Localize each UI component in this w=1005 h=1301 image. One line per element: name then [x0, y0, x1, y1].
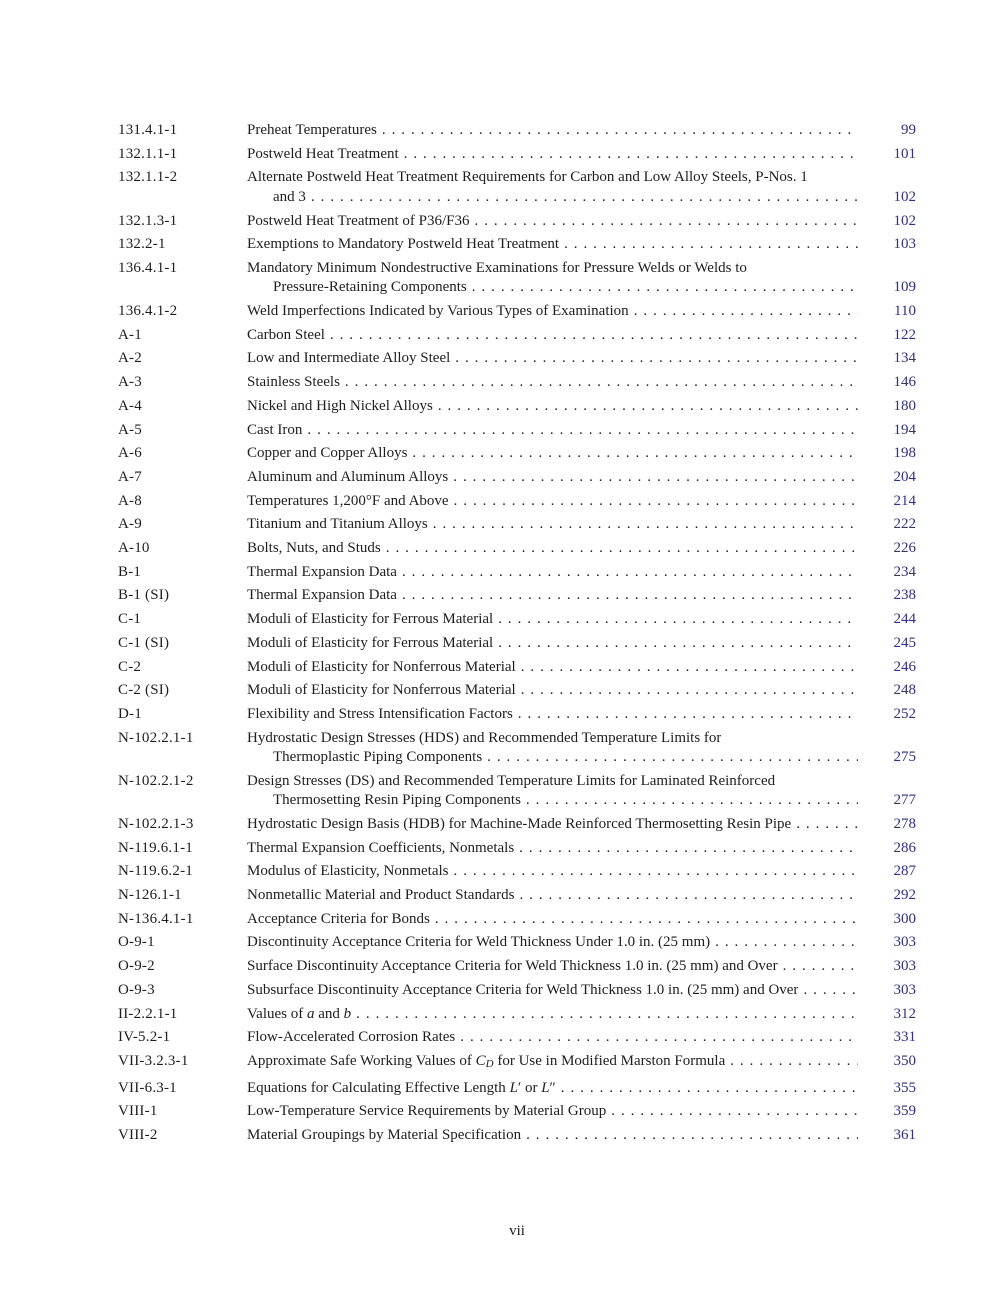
entry-page-link[interactable]: 355 — [893, 1079, 916, 1096]
entry-number: N-102.2.1-1 — [118, 729, 194, 746]
entry-title: Nickel and High Nickel Alloys — [247, 397, 433, 414]
entry-title: Modulus of Elasticity, Nonmetals — [247, 863, 449, 880]
dot-leader — [521, 681, 858, 700]
entry-title: Temperatures 1,200°F and Above — [247, 492, 449, 509]
toc-entry-line — [118, 933, 916, 952]
entry-number: C-1 (SI) — [118, 634, 170, 651]
toc-entry — [118, 444, 916, 463]
entry-page-link[interactable]: 103 — [893, 236, 916, 253]
toc-entry-line — [118, 681, 916, 700]
entry-title-continuation: and 3 — [273, 188, 306, 205]
toc-entry — [118, 886, 916, 905]
entry-page-link[interactable]: 226 — [893, 540, 916, 557]
toc-entry-line — [118, 515, 916, 534]
dot-leader — [487, 748, 858, 767]
entry-title: Approximate Safe Working Values of $C_D$ for Use in Modified Marston Formula — [247, 1052, 726, 1070]
entry-title-continuation: Pressure-Retaining Components — [273, 279, 467, 296]
dot-leader — [715, 933, 858, 952]
toc-list — [118, 121, 916, 1150]
toc-entry-line — [118, 539, 916, 558]
toc-entry-line — [118, 1079, 916, 1098]
dot-leader — [498, 610, 858, 629]
toc-entry-line — [118, 729, 916, 748]
toc-entry-line — [118, 235, 916, 254]
toc-entry-line — [118, 302, 916, 321]
entry-page-link[interactable]: 109 — [893, 279, 916, 296]
toc-entry-line — [118, 421, 916, 440]
entry-title: Nonmetallic Material and Product Standards — [247, 887, 515, 904]
entry-number: C-2 — [118, 658, 142, 675]
toc-entry-line — [118, 610, 916, 629]
toc-entry — [118, 1102, 916, 1121]
toc-entry — [118, 1005, 916, 1024]
entry-number: A-3 — [118, 374, 142, 391]
entry-page-link[interactable]: 287 — [893, 863, 916, 880]
toc-entry — [118, 705, 916, 724]
dot-leader — [345, 373, 858, 392]
entry-number: IV-5.2-1 — [118, 1029, 171, 1046]
entry-number: A-5 — [118, 421, 142, 438]
entry-title: Thermal Expansion Data — [247, 587, 397, 604]
toc-entry-continuation-line — [118, 278, 916, 297]
toc-entry-line — [118, 326, 916, 345]
toc-entry-line — [118, 772, 916, 791]
dot-leader — [634, 302, 858, 321]
entry-number: N-136.4.1-1 — [118, 910, 194, 927]
toc-entry — [118, 515, 916, 534]
entry-page-link[interactable]: 303 — [893, 958, 916, 975]
entry-title: Alternate Postweld Heat Treatment Requirements for Carbon and Low Alloy Steels, P-Nos. 1 — [247, 169, 808, 186]
entry-number: N-119.6.1-1 — [118, 839, 193, 856]
entry-title: Hydrostatic Design Basis (HDB) for Machine-Made Reinforced Thermosetting Resin Pipe — [247, 815, 792, 832]
toc-entry — [118, 586, 916, 605]
toc-entry-line — [118, 259, 916, 278]
entry-number: C-2 (SI) — [118, 682, 170, 699]
entry-title: Copper and Copper Alloys — [247, 445, 408, 462]
toc-entry — [118, 681, 916, 700]
entry-number: O-9-3 — [118, 981, 155, 998]
toc-entry — [118, 492, 916, 511]
toc-entry-line — [118, 397, 916, 416]
entry-title: Design Stresses (DS) and Recommended Temperature Limits for Laminated Reinforced — [247, 772, 776, 789]
toc-entry — [118, 145, 916, 164]
entry-title: Titanium and Titanium Alloys — [247, 516, 428, 533]
toc-entry-line — [118, 705, 916, 724]
toc-entry-line — [118, 1052, 916, 1074]
toc-entry — [118, 1028, 916, 1047]
entry-title: Carbon Steel — [247, 326, 325, 343]
entry-number: O-9-2 — [118, 958, 155, 975]
entry-page-link[interactable]: 238 — [893, 587, 916, 604]
toc-entry-line — [118, 168, 916, 187]
dot-leader — [611, 1102, 858, 1121]
entry-title: Moduli of Elasticity for Nonferrous Material — [247, 682, 516, 699]
entry-title: Stainless Steels — [247, 374, 340, 391]
toc-entry — [118, 1052, 916, 1074]
toc-entry — [118, 634, 916, 653]
dot-leader — [311, 188, 858, 207]
entry-title: Exemptions to Mandatory Postweld Heat Treatment — [247, 236, 560, 253]
entry-page-link[interactable]: 110 — [894, 303, 916, 320]
toc-entry — [118, 259, 916, 298]
entry-title: Postweld Heat Treatment of P36/F36 — [247, 212, 470, 229]
dot-leader — [475, 212, 858, 231]
toc-entry-line — [118, 957, 916, 976]
entry-title: Bolts, Nuts, and Studs — [247, 540, 381, 557]
entry-page-link[interactable]: 303 — [893, 981, 916, 998]
toc-entry — [118, 862, 916, 881]
entry-title: Discontinuity Acceptance Criteria for Weld Thickness Under 1.0 in. (25 mm) — [247, 934, 711, 951]
toc-entry — [118, 235, 916, 254]
entry-page-link[interactable]: 214 — [893, 492, 916, 509]
entry-title: Postweld Heat Treatment — [247, 145, 399, 162]
entry-page-link[interactable]: 246 — [893, 658, 916, 675]
toc-entry — [118, 1079, 916, 1098]
entry-title: Low-Temperature Service Requirements by Material Group — [247, 1103, 607, 1120]
entry-number: A-6 — [118, 445, 142, 462]
entry-title: Moduli of Elasticity for Ferrous Material — [247, 634, 494, 651]
dot-leader — [519, 886, 858, 905]
entry-number: A-4 — [118, 397, 142, 414]
entry-title-continuation: Thermoplastic Piping Components — [273, 749, 483, 766]
entry-page-link[interactable]: 101 — [893, 145, 916, 162]
toc-entry — [118, 957, 916, 976]
entry-page-link[interactable]: 234 — [893, 563, 916, 580]
dot-leader — [454, 862, 858, 881]
toc-entry-line — [118, 145, 916, 164]
entry-title: Hydrostatic Design Stresses (HDS) and Recommended Temperature Limits for — [247, 729, 722, 746]
toc-entry-line — [118, 212, 916, 231]
toc-entry-line — [118, 981, 916, 1000]
toc-entry — [118, 302, 916, 321]
entry-page-link[interactable]: 99 — [901, 122, 916, 138]
entry-number: A-7 — [118, 468, 142, 485]
entry-page-link[interactable]: 331 — [893, 1029, 916, 1046]
entry-title: Thermal Expansion Coefficients, Nonmetals — [247, 839, 515, 856]
toc-entry — [118, 326, 916, 345]
entry-number: N-102.2.1-3 — [118, 815, 194, 832]
dot-leader — [412, 444, 858, 463]
entry-number: A-2 — [118, 350, 142, 367]
entry-page-link[interactable]: 292 — [893, 887, 916, 904]
entry-page-link[interactable]: 361 — [893, 1127, 916, 1144]
toc-entry — [118, 373, 916, 392]
entry-number: VIII-1 — [118, 1103, 158, 1120]
entry-number: O-9-1 — [118, 934, 155, 951]
entry-page-link[interactable]: 277 — [893, 792, 916, 809]
toc-entry-line — [118, 492, 916, 511]
entry-title: Acceptance Criteria for Bonds — [247, 910, 430, 927]
entry-page-link[interactable]: 222 — [893, 516, 916, 533]
entry-page-link[interactable]: 146 — [893, 374, 916, 391]
entry-number: 131.4.1-1 — [118, 122, 178, 138]
entry-number: 132.1.1-2 — [118, 169, 178, 186]
dot-leader — [783, 957, 858, 976]
toc-entry-line — [118, 1126, 916, 1145]
toc-entry — [118, 910, 916, 929]
dot-leader — [435, 910, 858, 929]
entry-title: Mandatory Minimum Nondestructive Examinations for Pressure Welds or Welds to — [247, 259, 747, 276]
dot-leader — [433, 515, 858, 534]
toc-entry-line — [118, 1102, 916, 1121]
toc-entry-line — [118, 815, 916, 834]
toc-entry-line — [118, 658, 916, 677]
entry-page-link[interactable]: 278 — [893, 815, 916, 832]
entry-title: Cast Iron — [247, 421, 303, 438]
entry-page-link[interactable]: 300 — [893, 910, 916, 927]
toc-entry-line — [118, 634, 916, 653]
entry-page-link[interactable]: 286 — [893, 839, 916, 856]
toc-entry-continuation-line — [118, 748, 916, 767]
entry-number: 132.1.3-1 — [118, 212, 178, 229]
entry-title: Low and Intermediate Alloy Steel — [247, 350, 451, 367]
entry-number: VII-3.2.3-1 — [118, 1052, 189, 1069]
toc-entry-line — [118, 862, 916, 881]
toc-entry-line — [118, 444, 916, 463]
entry-number: II-2.2.1-1 — [118, 1005, 178, 1022]
toc-entry — [118, 421, 916, 440]
entry-page-link[interactable]: 303 — [893, 934, 916, 951]
dot-leader — [803, 981, 858, 1000]
dot-leader — [404, 145, 858, 164]
entry-title: Material Groupings by Material Specification — [247, 1127, 522, 1144]
entry-page-link[interactable]: 204 — [893, 468, 916, 485]
toc-entry-continuation-line — [118, 791, 916, 810]
toc-entry — [118, 729, 916, 768]
dot-leader — [498, 634, 858, 653]
dot-leader — [386, 539, 858, 558]
dot-leader — [521, 658, 858, 677]
entry-number: C-1 — [118, 611, 142, 628]
dot-leader — [526, 1126, 858, 1145]
dot-leader — [561, 1079, 858, 1098]
toc-entry — [118, 772, 916, 811]
dot-leader — [438, 397, 858, 416]
toc-entry-line — [118, 910, 916, 929]
entry-number: A-9 — [118, 516, 142, 533]
dot-leader — [455, 349, 858, 368]
toc-entry-continuation-line — [118, 188, 916, 207]
toc-entry-line — [118, 121, 916, 140]
dot-leader — [518, 705, 858, 724]
toc-entry — [118, 349, 916, 368]
entry-title-continuation: Thermosetting Resin Piping Components — [273, 792, 521, 809]
dot-leader — [526, 791, 858, 810]
entry-title: Aluminum and Aluminum Alloys — [247, 468, 449, 485]
toc-entry — [118, 212, 916, 231]
toc-entry-line — [118, 373, 916, 392]
dot-leader — [796, 815, 858, 834]
dot-leader — [453, 468, 858, 487]
toc-entry-line — [118, 839, 916, 858]
toc-entry — [118, 658, 916, 677]
toc-entry — [118, 610, 916, 629]
entry-title: Surface Discontinuity Acceptance Criteria for Weld Thickness 1.0 in. (25 mm) and Over — [247, 958, 778, 975]
toc-entry — [118, 981, 916, 1000]
entry-number: N-102.2.1-2 — [118, 772, 194, 789]
entry-page-link[interactable]: 194 — [893, 421, 916, 438]
dot-leader — [730, 1052, 858, 1071]
entry-title: Flow-Accelerated Corrosion Rates — [247, 1029, 456, 1046]
toc-entry — [118, 121, 916, 140]
toc-entry — [118, 933, 916, 952]
entry-page-link[interactable]: 248 — [893, 682, 916, 699]
entry-page-link[interactable]: 312 — [893, 1005, 916, 1022]
entry-number: 132.2-1 — [118, 236, 166, 253]
entry-page-link[interactable]: 252 — [893, 705, 916, 722]
toc-entry-line — [118, 586, 916, 605]
entry-number: VIII-2 — [118, 1127, 158, 1144]
toc-entry — [118, 1126, 916, 1145]
dot-leader — [454, 492, 858, 511]
toc-entry — [118, 563, 916, 582]
dot-leader — [519, 839, 858, 858]
entry-number: A-10 — [118, 540, 150, 557]
dot-leader — [382, 121, 858, 140]
entry-title: Flexibility and Stress Intensification Factors — [247, 705, 513, 722]
dot-leader — [330, 326, 858, 345]
toc-entry — [118, 468, 916, 487]
dot-leader — [564, 235, 858, 254]
entry-page-link[interactable]: 245 — [893, 634, 916, 651]
entry-page-link[interactable]: 180 — [893, 397, 916, 414]
toc-entry — [118, 839, 916, 858]
toc-entry — [118, 539, 916, 558]
entry-number: A-8 — [118, 492, 142, 509]
toc-entry-line — [118, 563, 916, 582]
entry-page-link[interactable]: 122 — [893, 326, 916, 343]
entry-title: Moduli of Elasticity for Ferrous Material — [247, 611, 494, 628]
entry-number: A-1 — [118, 326, 142, 343]
entry-page-link[interactable]: 244 — [893, 611, 916, 628]
entry-page-link[interactable]: 359 — [893, 1103, 916, 1120]
toc-entry-line — [118, 886, 916, 905]
dot-leader — [402, 563, 858, 582]
entry-page-link[interactable]: 198 — [893, 445, 916, 462]
toc-entry — [118, 397, 916, 416]
toc-entry-line — [118, 468, 916, 487]
dot-leader — [356, 1005, 858, 1024]
entry-page-link[interactable]: 350 — [893, 1052, 916, 1069]
entry-page-link[interactable]: 102 — [893, 188, 916, 205]
toc-entry — [118, 168, 916, 207]
dot-leader — [460, 1028, 858, 1047]
toc-entry — [118, 815, 916, 834]
entry-title: Preheat Temperatures — [247, 122, 377, 138]
toc-entry-line — [118, 349, 916, 368]
toc-entry-line — [118, 1005, 916, 1024]
entry-number: 132.1.1-1 — [118, 145, 178, 162]
entry-number: B-1 (SI) — [118, 587, 170, 604]
toc-entry-line — [118, 1028, 916, 1047]
entry-number: 136.4.1-2 — [118, 303, 178, 320]
entry-number: VII-6.3-1 — [118, 1079, 177, 1096]
dot-leader — [472, 278, 858, 297]
entry-title: Subsurface Discontinuity Acceptance Criteria for Weld Thickness 1.0 in. (25 mm) and Over — [247, 981, 799, 998]
entry-number: 136.4.1-1 — [118, 259, 178, 276]
entry-title: Thermal Expansion Data — [247, 563, 397, 580]
page-footer-number: vii — [509, 1223, 525, 1239]
entry-title: Moduli of Elasticity for Nonferrous Material — [247, 658, 516, 675]
entry-page-link[interactable]: 134 — [893, 350, 916, 367]
entry-number: N-119.6.2-1 — [118, 863, 193, 880]
dot-leader — [402, 586, 858, 605]
entry-title: Equations for Calculating Effective Length L′ or L″ — [247, 1079, 556, 1096]
entry-page-link[interactable]: 275 — [893, 749, 916, 766]
entry-number: N-126.1-1 — [118, 887, 182, 904]
entry-title: Weld Imperfections Indicated by Various Types of Examination — [247, 303, 629, 320]
entry-number: D-1 — [118, 705, 142, 722]
dot-leader — [307, 421, 858, 440]
entry-number: B-1 — [118, 563, 142, 580]
entry-page-link[interactable]: 102 — [893, 212, 916, 229]
entry-title: Values of a and b — [247, 1005, 352, 1022]
